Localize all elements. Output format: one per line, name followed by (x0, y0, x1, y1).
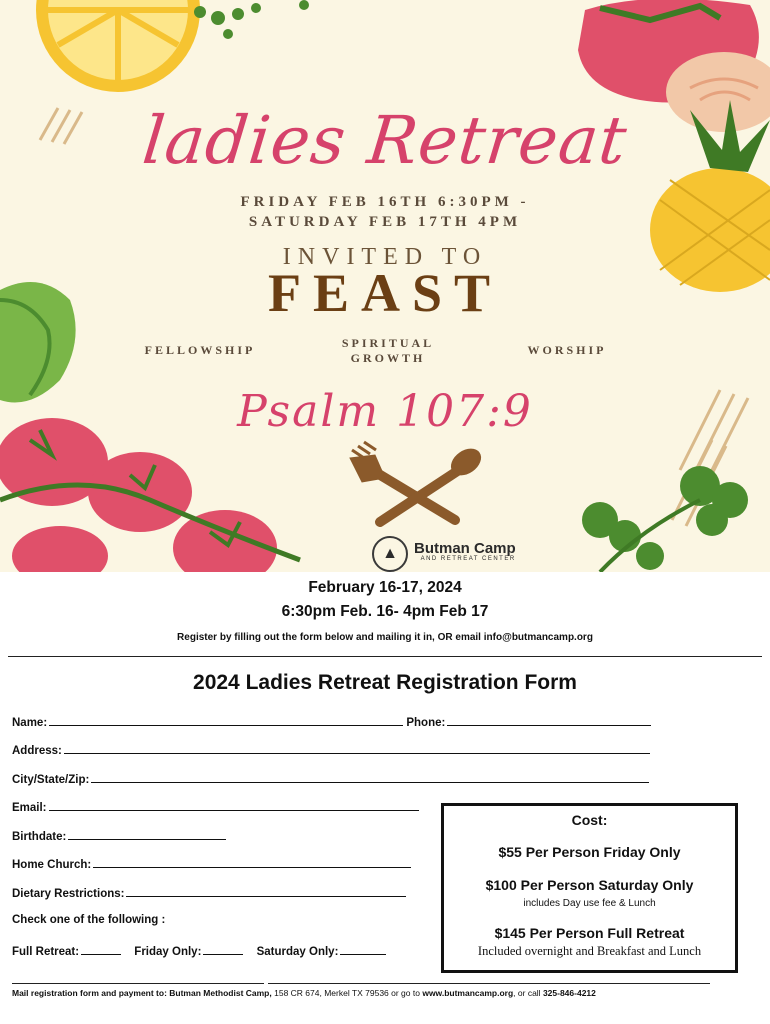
city-label: City/State/Zip: (12, 774, 90, 786)
event-time: 6:30pm Feb. 16- 4pm Feb 17 (281, 603, 489, 620)
footer-rule-left (12, 983, 264, 984)
saturday-only-field[interactable] (340, 943, 386, 955)
phone-label: Phone: (406, 717, 446, 729)
name-phone-row (12, 714, 651, 729)
cost-friday: $55 Per Person Friday Only (498, 844, 681, 860)
church-row (12, 856, 411, 871)
dietary-row (12, 885, 406, 900)
logo-subtitle: AND RETREAT CENTER (420, 556, 516, 562)
poster-psalm: Psalm 107:9 (237, 386, 533, 437)
lemon-slice-illustration (36, 0, 200, 92)
poster-dates-line-1: FRIDAY FEB 16TH 6:30PM - (240, 194, 530, 210)
phone-field[interactable] (447, 714, 651, 726)
pillar-line-1: SPIRITUAL (341, 336, 435, 350)
register-note: Register by filling out the form below and mailing it in, OR email info@butmancamp.org (177, 632, 593, 643)
footer-rule-right (268, 983, 710, 984)
poster-dates-line-2: SATURDAY FEB 17TH 4PM (248, 214, 522, 230)
full-retreat-label: Full Retreat: (12, 946, 80, 958)
pillar-line-2: GROWTH (350, 351, 426, 365)
dietary-field[interactable] (126, 885, 406, 897)
poster-pillar-spiritual-growth (318, 336, 458, 366)
footer-note (12, 988, 596, 998)
cost-title: Cost: (571, 812, 608, 828)
logo-name: Butman Camp (414, 540, 516, 557)
address-row (12, 742, 650, 757)
poster-title: ladies Retreat (139, 102, 631, 179)
poster-invited: INVITED TO (282, 244, 488, 270)
poster-feast: FEAST (267, 263, 503, 323)
dietary-label: Dietary Restrictions: (12, 888, 125, 900)
email-row (12, 799, 419, 814)
name-label: Name: (12, 717, 48, 729)
cost-saturday-note: includes Day use fee & Lunch (523, 898, 656, 909)
herb-illustration (582, 466, 748, 572)
event-date: February 16-17, 2024 (308, 579, 462, 596)
birthdate-row (12, 828, 226, 843)
friday-only-field[interactable] (203, 943, 243, 955)
butman-camp-logo (372, 536, 516, 572)
cost-full: $145 Per Person Full Retreat (494, 925, 685, 941)
city-state-zip-field[interactable] (91, 771, 649, 783)
tomatoes-illustration-bottom (0, 418, 300, 572)
divider-top (8, 656, 762, 657)
saturday-only-label: Saturday Only: (256, 946, 339, 958)
friday-only-label: Friday Only: (134, 946, 202, 958)
birthdate-label: Birthdate: (12, 831, 67, 843)
email-field[interactable] (49, 799, 419, 811)
fork-spoon-illustration (350, 442, 485, 522)
camp-logo-icon: ▲ (372, 536, 408, 572)
church-label: Home Church: (12, 859, 92, 871)
cost-full-note: Included overnight and Breakfast and Lunch (477, 944, 702, 958)
poster-pillar-worship: WORSHIP (527, 343, 607, 357)
footer-address: 158 CR 674, Merkel TX 79536 or go to (271, 988, 423, 998)
address-field[interactable] (64, 742, 650, 754)
email-label: Email: (12, 802, 47, 814)
footer-call: , or call (513, 988, 543, 998)
cost-box (441, 803, 738, 973)
birthdate-field[interactable] (68, 828, 226, 840)
cost-saturday: $100 Per Person Saturday Only (485, 877, 694, 893)
footer-lead: Mail registration form and payment to: Butman Methodist Camp, (12, 988, 272, 998)
name-field[interactable] (49, 714, 403, 726)
home-church-field[interactable] (93, 856, 411, 868)
city-row (12, 771, 649, 786)
address-label: Address: (12, 745, 62, 757)
poster-dates (0, 192, 770, 232)
check-one-label: Check one of the following : (12, 914, 166, 926)
full-retreat-field[interactable] (81, 943, 121, 955)
peas-illustration (194, 0, 309, 39)
option-row (12, 943, 386, 958)
form-title: 2024 Ladies Retreat Registration Form (193, 671, 577, 694)
footer-website-link[interactable]: www.butmancamp.org (422, 988, 514, 998)
poster-pillar-fellowship: FELLOWSHIP (144, 343, 256, 357)
footer-phone: 325-846-4212 (542, 988, 596, 998)
